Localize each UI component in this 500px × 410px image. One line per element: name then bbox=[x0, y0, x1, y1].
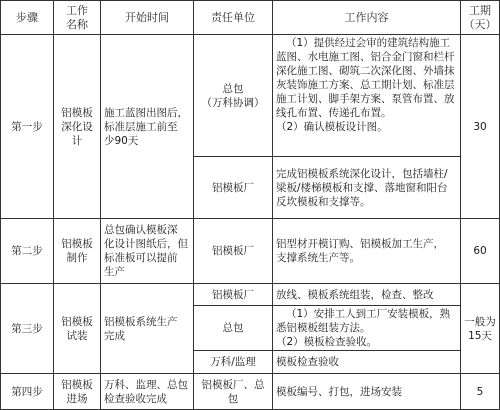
work-content: 放线、模板系统组装，检查、整改 bbox=[276, 288, 434, 301]
work-name: 铝模板 试装 bbox=[61, 315, 93, 342]
duration-days: 5 bbox=[476, 385, 484, 398]
responsible-unit: 万科/监理 bbox=[210, 356, 256, 368]
step-label: 第二步 bbox=[11, 245, 43, 257]
work-content: （1）提供经过会审的建筑结构施工蓝图、水电施工图、铝合金门窗和栏杆深化施工图、砌筑二次深化图、外墙抹灰装饰施工方案、总工期计划、标准层施工计划、脚手架方案、泵管布置、放线孔布置、传递孔布置。 （2）确认模板设计图。 bbox=[276, 37, 455, 133]
duration-days: 60 bbox=[473, 245, 487, 257]
step-label: 第四步 bbox=[11, 385, 43, 398]
work-content: 模板编号、打包，进场安装 bbox=[276, 385, 402, 398]
responsible-unit: 铝模板厂 bbox=[212, 181, 254, 194]
responsible-unit: 铝模板厂 bbox=[212, 245, 254, 257]
step-label: 第一步 bbox=[11, 120, 43, 133]
work-name: 铝模板 深化设 计 bbox=[61, 106, 93, 147]
header-work-name: 工作 名称 bbox=[66, 3, 88, 31]
header-duration: 工期 （天） bbox=[463, 3, 497, 31]
responsible-unit: 铝模板厂 bbox=[212, 288, 254, 301]
work-name: 铝模板 制作 bbox=[61, 238, 93, 264]
start-time: 施工蓝图出图后， 标准层施工前至 少90天 bbox=[104, 106, 188, 147]
work-content: 铝型材开模订购、铝模板加工生产， 支撑系统生产等。 bbox=[276, 238, 444, 264]
header-responsible: 责任单位 bbox=[211, 10, 255, 24]
work-content: 完成铝模板系统深化设计，包括墙柱/梁板/楼梯模板和支撑、落地窗和阳台反坎模板和支撑等。 bbox=[276, 167, 448, 208]
start-time: 万科、监理、总包 检查验收完成 bbox=[104, 378, 188, 405]
responsible-unit: 总包 （万科协调） bbox=[201, 82, 265, 109]
step-label: 第三步 bbox=[11, 322, 43, 335]
work-name: 铝模板 进场 bbox=[61, 378, 93, 405]
work-content: （1）安排工人到工厂安装模板，熟悉铝模板组装方法。 （2）模板检查验收。 bbox=[276, 308, 451, 348]
responsible-unit: 铝模板厂、总 包 bbox=[201, 378, 265, 405]
header-start-time: 开始时间 bbox=[125, 10, 169, 24]
responsible-unit: 总包 bbox=[222, 322, 244, 334]
work-content: 模板检查验收 bbox=[276, 356, 339, 368]
start-time: 总包确认模板深 化设计图纸后，但 标准板可以提前 生产 bbox=[104, 224, 188, 278]
header-content: 工作内容 bbox=[344, 10, 389, 24]
duration-days: 一般为 15天 bbox=[464, 315, 496, 342]
start-time: 铝模板系统生产 完成 bbox=[104, 315, 178, 342]
duration-days: 30 bbox=[473, 120, 487, 133]
header-step: 步骤 bbox=[16, 10, 38, 24]
